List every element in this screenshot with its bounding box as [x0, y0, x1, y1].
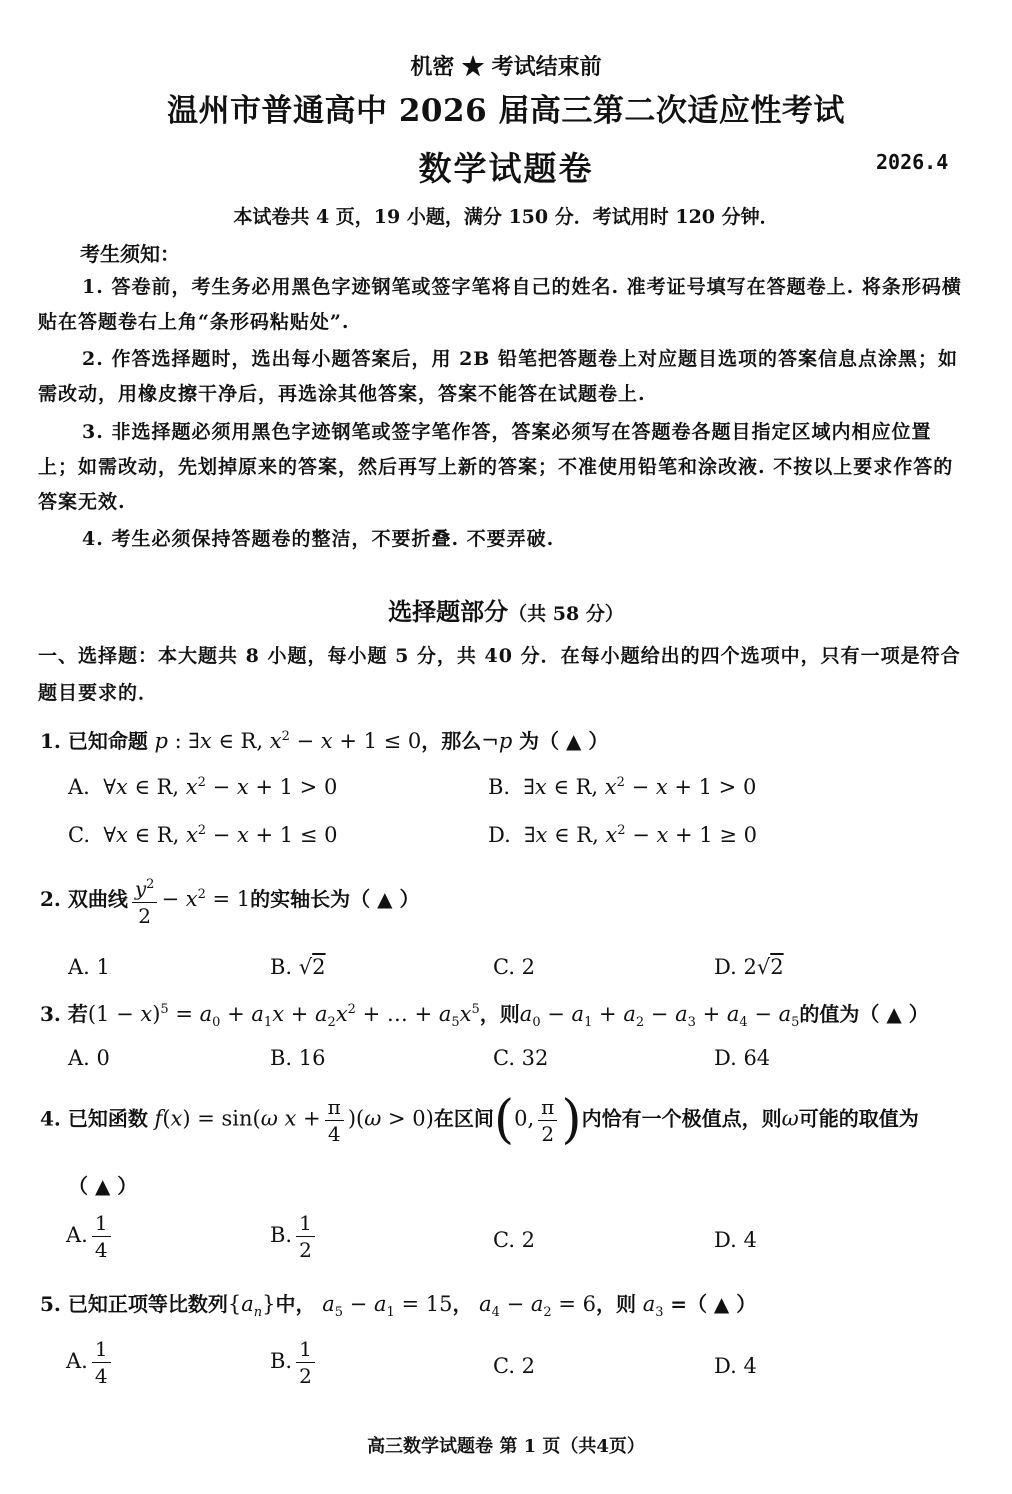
q1-stem-b: ，那么	[421, 729, 482, 753]
q1-option-a: A. ∀x ∈ R, $x^2 - x + 1 > 0$	[68, 775, 338, 799]
q4-option-a-label: A.	[66, 1223, 88, 1247]
q5-stem-b: 中，	[275, 1292, 316, 1316]
q5-stem-a: 5. 已知正项等比数列	[40, 1292, 228, 1316]
notice-item-2: 2. 作答选择题时，选出每小题答案后，用 2B 铅笔把答题卷上对应题目选项的答案信息点涂黑；如需改动，用橡皮擦干净后，再选涂其他答案，答案不能答在试题卷上.	[38, 348, 958, 405]
q3-option-a: A. 0	[68, 1046, 110, 1070]
question-1-stem	[40, 725, 608, 754]
q4-option-b-label: B.	[270, 1223, 293, 1247]
section-title-text: 选择题部分	[388, 597, 509, 626]
q2-option-b: B. √2	[270, 955, 326, 979]
notice-item-4: 4. 考生必须保持答题卷的整洁，不要折叠. 不要弄破.	[82, 528, 555, 550]
q4-stem-a: 4. 已知函数	[40, 1106, 148, 1131]
q4-stem-b: 在区间	[433, 1106, 494, 1131]
question-4-stem: 4. 已知函数 f(x) = sin(ω x + $\frac{\pi}{4}$ )(ω > 0)在区间(0, $\frac{\pi}{2}$ )内恰有一个极值点，则ω可能的取值为	[40, 1090, 919, 1150]
q5-option-c: C. 2	[493, 1354, 536, 1378]
q4-option-a: A. $\frac{1}{4}$	[66, 1210, 115, 1263]
exam-info: 本试卷共 4 页，19 小题，满分 150 分．考试用时 120 分钟．	[233, 206, 779, 228]
q3-stem-b: ，则	[479, 1002, 520, 1026]
q5-stem-d: ，则	[596, 1292, 637, 1316]
notice-item-3: 3. 非选择题必须用黑色字迹钢笔或签字笔作答，答案必须写在答题卷各题目指定区域内相应位置上；如需改动，先划掉原来的答案，然后再写上新的答案；不准使用铅笔和涂改液. 不按以上要求作答的答案无效.	[38, 421, 954, 513]
q5-option-a: A. $\frac{1}{4}$	[66, 1336, 115, 1389]
q4-answer-mark	[68, 1170, 137, 1199]
q1-option-d: D. ∃x ∈ R, $x^2 - x + 1 \ge 0$	[488, 823, 757, 847]
page-footer: 高三数学试题卷 第 1 页（共4页）	[367, 1436, 645, 1457]
q2-option-c: C. 2	[493, 955, 536, 979]
q1-option-a-label: A.	[68, 775, 90, 799]
q5-stem-c: ，	[452, 1292, 473, 1316]
q1-option-c-label: C.	[68, 823, 90, 847]
exam-title: 温州市普通高中 2026 届高三第二次适应性考试	[167, 93, 845, 129]
q4-option-b: B. $\frac{1}{2}$	[270, 1210, 319, 1263]
q4-pi-over-2: $\frac{\pi}{2}$	[538, 1094, 557, 1147]
q3-stem-c: 的值为（ ▲ ）	[799, 1002, 929, 1026]
q1-option-d-label: D.	[488, 823, 511, 847]
question-5-stem: 5. 已知正项等比数列$\{a_n\}$中， $a_5 - a_1 = 15$， $a_4 - a_2 = 6$，则 $a_3$ =（ ▲ ）	[40, 1292, 757, 1321]
exam-subtitle: 数学试题卷	[418, 149, 594, 188]
q1-option-b-label: B.	[488, 775, 511, 799]
q2-stem-a: 2. 双曲线	[40, 886, 128, 911]
confidential-mark: 机密 ★ 考试结束前	[410, 54, 602, 80]
exam-date: 2026.4	[876, 150, 949, 174]
q2-option-d-label: D. 2	[714, 955, 757, 979]
q4-stem-e: （ ▲ ）	[68, 1174, 138, 1198]
q2-option-d: D. 2√2	[714, 955, 784, 979]
q3-stem-a: 3. 若	[40, 1002, 88, 1026]
q5-stem-e: =（ ▲ ）	[670, 1292, 757, 1316]
question-2-stem: 2. 双曲线 $\frac{y^2}{2}$ − $x^2 = 1$的实轴长为（ ▲ ）	[40, 872, 419, 929]
q2-option-b-label: B.	[270, 955, 293, 979]
q2-option-a: A. 1	[68, 955, 110, 979]
section-title	[0, 592, 1012, 627]
q4-stem-d: 可能的取值为	[798, 1106, 919, 1131]
q1-stem-a: 1. 已知命题	[40, 729, 148, 753]
q4-pi-over-4: $\frac{\pi}{4}$	[325, 1094, 344, 1147]
q1-neg-p: ¬p	[481, 729, 513, 753]
q2-stem-b: 的实轴长为（ ▲ ）	[250, 886, 420, 911]
q1-option-c: C. ∀x ∈ R, $x^2 - x + 1 \le 0$	[68, 823, 338, 847]
q4-option-d: D. 4	[714, 1228, 757, 1252]
q5-option-b: B. $\frac{1}{2}$	[270, 1336, 319, 1389]
q5-option-b-label: B.	[270, 1349, 293, 1373]
q1-stem-c: 为（ ▲ ）	[519, 729, 609, 753]
q3-option-c: C. 32	[493, 1046, 549, 1070]
question-3-stem: 3. 若$(1 - x)^5 = a_0 + a_1x + a_2x^2$ + … + $a_5x^5$，则$a_0 - a_1 + a_2 - a_3 + a_4 - a_5$的值为（ ▲ ）	[40, 1002, 929, 1031]
q4-stem-c: 内恰有一个极值点，则	[581, 1106, 782, 1131]
q3-option-b: B. 16	[270, 1046, 326, 1070]
q3-option-d: D. 64	[714, 1046, 771, 1070]
notice-item-1: 1. 答卷前，考生务必用黑色字迹钢笔或签字笔将自己的姓名. 准考证号填写在答题卷上. 将条形码横贴在答题卷右上角“条形码粘贴处”.	[38, 276, 962, 333]
q5-option-d: D. 4	[714, 1354, 757, 1378]
section-score: （共 58 分）	[508, 603, 624, 625]
q1-option-b: B. ∃x ∈ R, $x^2 - x + 1 > 0$	[488, 775, 757, 799]
q4-option-c: C. 2	[493, 1228, 536, 1252]
notice-heading: 考生须知：	[80, 242, 180, 266]
q1-formula: p : ∃x ∈ R, $x^2 - x + 1 \le 0$	[154, 729, 422, 753]
q5-option-a-label: A.	[66, 1349, 88, 1373]
part-intro: 一、选择题：本大题共 8 小题，每小题 5 分，共 40 分．在每小题给出的四个选项中，只有一项是符合题目要求的．	[38, 645, 961, 704]
q2-fraction: $\frac{y^2}{2}$	[132, 872, 158, 929]
